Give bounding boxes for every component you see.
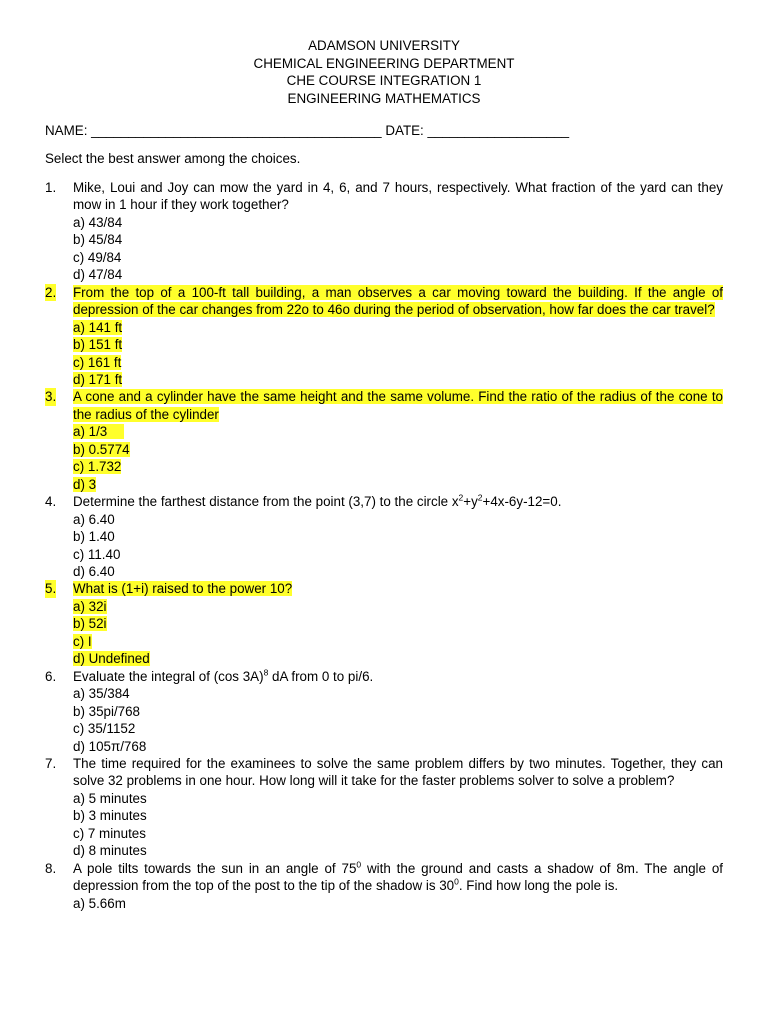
- question-number: 4.: [45, 494, 57, 510]
- question-text: A pole tilts towards the sun in an angle of $75^0$ with the ground and casts a shadow of 8m. The angle of depression from the top of the post to the tip of the shadow is $30^0$. Find how long the pole is.: [73, 859, 723, 894]
- question-8: [45, 860, 723, 912]
- question-text: Evaluate the integral of (cos 3A)$^8$ dA from 0 to pi/6.: [73, 667, 374, 684]
- question-text: From the top of a 100-ft tall building, a man observes a car moving toward the building. If the angle of depression of the car changes from 22o to 46o during the period of observation, how far does the car travel?: [73, 284, 723, 318]
- question-text: What is (1+i) raised to the power 10?: [73, 581, 293, 597]
- question-1: [45, 179, 723, 284]
- option-d: d) 6.40: [73, 563, 115, 579]
- question-number: 3.: [45, 389, 57, 405]
- question-list: [45, 179, 723, 912]
- date-blank: ___________________: [427, 123, 570, 138]
- option-c: c) 35/1152: [73, 721, 136, 737]
- option-c: c) 7 minutes: [73, 825, 146, 841]
- option-c: c) 1.732: [73, 459, 122, 475]
- option-b: b) 52i: [73, 616, 107, 632]
- option-b: b) 45/84: [73, 232, 123, 248]
- name-label: NAME:: [45, 123, 88, 138]
- option-a: a) 1/3: [73, 424, 124, 439]
- question-4: [45, 493, 723, 580]
- option-d: d) 47/84: [73, 267, 123, 283]
- question-number: 2.: [45, 284, 57, 300]
- option-b: b) 1.40: [73, 529, 115, 545]
- option-c: c) 161 ft: [73, 354, 122, 370]
- option-c: c) 49/84: [73, 249, 122, 265]
- option-d: d) 3: [73, 476, 97, 492]
- name-blank: _______________________________________: [91, 123, 382, 138]
- question-3: [45, 388, 723, 493]
- option-b: b) 151 ft: [73, 337, 123, 353]
- option-c: c) 11.40: [73, 546, 121, 562]
- option-a: a) 5.66m: [73, 895, 126, 911]
- department-name: CHEMICAL ENGINEERING DEPARTMENT: [253, 55, 515, 71]
- option-c: c) I: [73, 633, 92, 649]
- question-7: [45, 755, 723, 860]
- instruction-text: Select the best answer among the choices.: [45, 151, 301, 166]
- question-number: 1.: [45, 180, 57, 195]
- question-2: [45, 284, 723, 389]
- option-a: a) 43/84: [73, 214, 123, 230]
- question-5: [45, 580, 723, 667]
- option-a: a) 35/384: [73, 686, 130, 702]
- question-number: 8.: [45, 860, 57, 876]
- option-d: d) 8 minutes: [73, 843, 147, 859]
- question-number: 7.: [45, 755, 57, 771]
- option-d: d) 105π/768: [73, 738, 147, 754]
- subject-name: ENGINEERING MATHEMATICS: [287, 90, 481, 106]
- question-number: 6.: [45, 668, 57, 684]
- question-text: Mike, Loui and Joy can mow the yard in 4, 6, and 7 hours, respectively. What fraction of the yard can they mow in 1 hour if they work together?: [73, 180, 723, 213]
- name-date-line: [45, 123, 569, 138]
- question-text: The time required for the examinees to solve the same problem differs by two minutes. Together, they can solve 32 problems in one hour. How long will it take for the faster problems solver to solve a problem?: [73, 755, 723, 789]
- option-b: b) 3 minutes: [73, 808, 147, 824]
- option-d: d) Undefined: [73, 651, 150, 667]
- option-d: d) 171 ft: [73, 371, 123, 387]
- document-header: [0, 37, 768, 107]
- question-number: 5.: [45, 581, 57, 597]
- option-a: a) 5 minutes: [73, 790, 147, 806]
- university-name: ADAMSON UNIVERSITY: [308, 38, 460, 53]
- option-a: a) 6.40: [73, 511, 115, 527]
- course-name: CHE COURSE INTEGRATION 1: [286, 73, 482, 89]
- date-label: DATE:: [385, 123, 424, 138]
- option-a: a) 32i: [73, 598, 107, 614]
- option-b: b) 0.5774: [73, 441, 130, 457]
- question-text: Determine the farthest distance from the point (3,7) to the circle $x^2+y^2+4x-6y-12=0$.: [73, 492, 562, 510]
- question-text: A cone and a cylinder have the same height and the same volume. Find the ratio of the radius of the cone to the radius of the cylinder: [73, 389, 723, 422]
- question-6: [45, 668, 723, 755]
- option-b: b) 35pi/768: [73, 703, 141, 719]
- option-a: a) 141 ft: [73, 319, 123, 335]
